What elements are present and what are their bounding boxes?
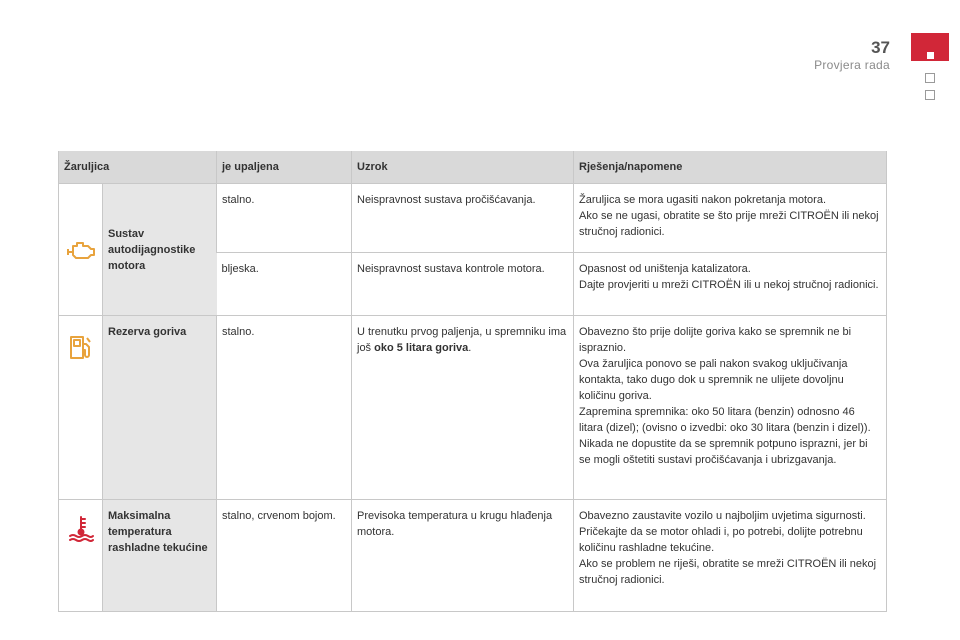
column-header-light: Žaruljica: [59, 151, 217, 184]
tab-marker-icon: [927, 52, 934, 59]
cause-highlight: oko 5 litara goriva: [374, 342, 469, 354]
cause-suffix: .: [468, 342, 472, 354]
cause-cell: [352, 316, 574, 500]
state-cell: stalno.: [217, 316, 352, 500]
table-row: [59, 184, 887, 253]
column-header-state: je upaljena: [217, 151, 352, 184]
solution-cell: Obavezno zaustavite vozilo u najboljim uvjetima sigurnosti. Pričekajte da se motor ohladi i, po potrebi, dolijte potrebnu količinu rashladne tekućine. Ako se problem ne riješi, obratite se mreži CITROËN ili nekoj stručnoj radionici.: [574, 500, 887, 612]
chapter-tab-active[interactable]: [911, 33, 949, 61]
solution-cell: Žaruljica se mora ugasiti nakon pokretanja motora. Ako se ne ugasi, obratite se što prije mreži CITROËN ili nekoj stručnoj radionici.: [574, 184, 887, 253]
warning-lights-table: [58, 151, 887, 612]
coolant-temperature-icon: [59, 514, 102, 542]
table-row: [59, 500, 887, 612]
solution-cell: Opasnost od uništenja katalizatora. Dajte provjeriti u mreži CITROËN ili u nekoj stručnoj radionici.: [574, 253, 887, 316]
section-title: Provjera rada: [814, 58, 890, 72]
state-cell: bljeska.: [217, 253, 352, 316]
table-header-row: [59, 151, 887, 184]
cause-cell: Neispravnost sustava kontrole motora.: [352, 253, 574, 316]
page-number: 37: [871, 38, 890, 57]
cause-cell: Previsoka temperatura u krugu hlađenja motora.: [352, 500, 574, 612]
light-name: Sustav autodijagnostike motora: [103, 184, 217, 316]
engine-check-icon-cell: [59, 184, 103, 316]
state-cell: stalno.: [217, 184, 352, 253]
light-name: Maksimalna temperatura rashladne tekućine: [103, 500, 217, 612]
chapter-tab[interactable]: [925, 90, 935, 100]
cause-cell: Neispravnost sustava pročišćavanja.: [352, 184, 574, 253]
table-row: [59, 316, 887, 500]
state-cell: stalno, crvenom bojom.: [217, 500, 352, 612]
light-name: Rezerva goriva: [103, 316, 217, 500]
cause-text: U trenutku prvog paljenja, u spremniku ima još: [357, 326, 567, 354]
fuel-pump-icon: [59, 334, 102, 362]
fuel-pump-icon-cell: [59, 316, 103, 500]
coolant-icon-cell: [59, 500, 103, 612]
column-header-cause: Uzrok: [352, 151, 574, 184]
chapter-tab[interactable]: [925, 73, 935, 83]
column-header-solution: Rješenja/napomene: [574, 151, 887, 184]
solution-cell: Obavezno što prije dolijte goriva kako se spremnik ne bi ispraznio. Ova žaruljica ponovo se pali nakon svakog uključivanja kontakta, tako dugo dok u spremnik ne ulijete dovoljnu količinu goriva. Zapremina spremnika: oko 50 litara (benzin) odnosno 46 litara (dizel); (ovisno o izvedbi: oko 30 litara (benzin i dizel)). Nikada ne dopustite da se spremnik potpuno isprazni, jer bi se mogli oštetiti sustavi pročišćavanja i ubrizgavanja.: [574, 316, 887, 500]
engine-check-icon: [59, 238, 102, 262]
